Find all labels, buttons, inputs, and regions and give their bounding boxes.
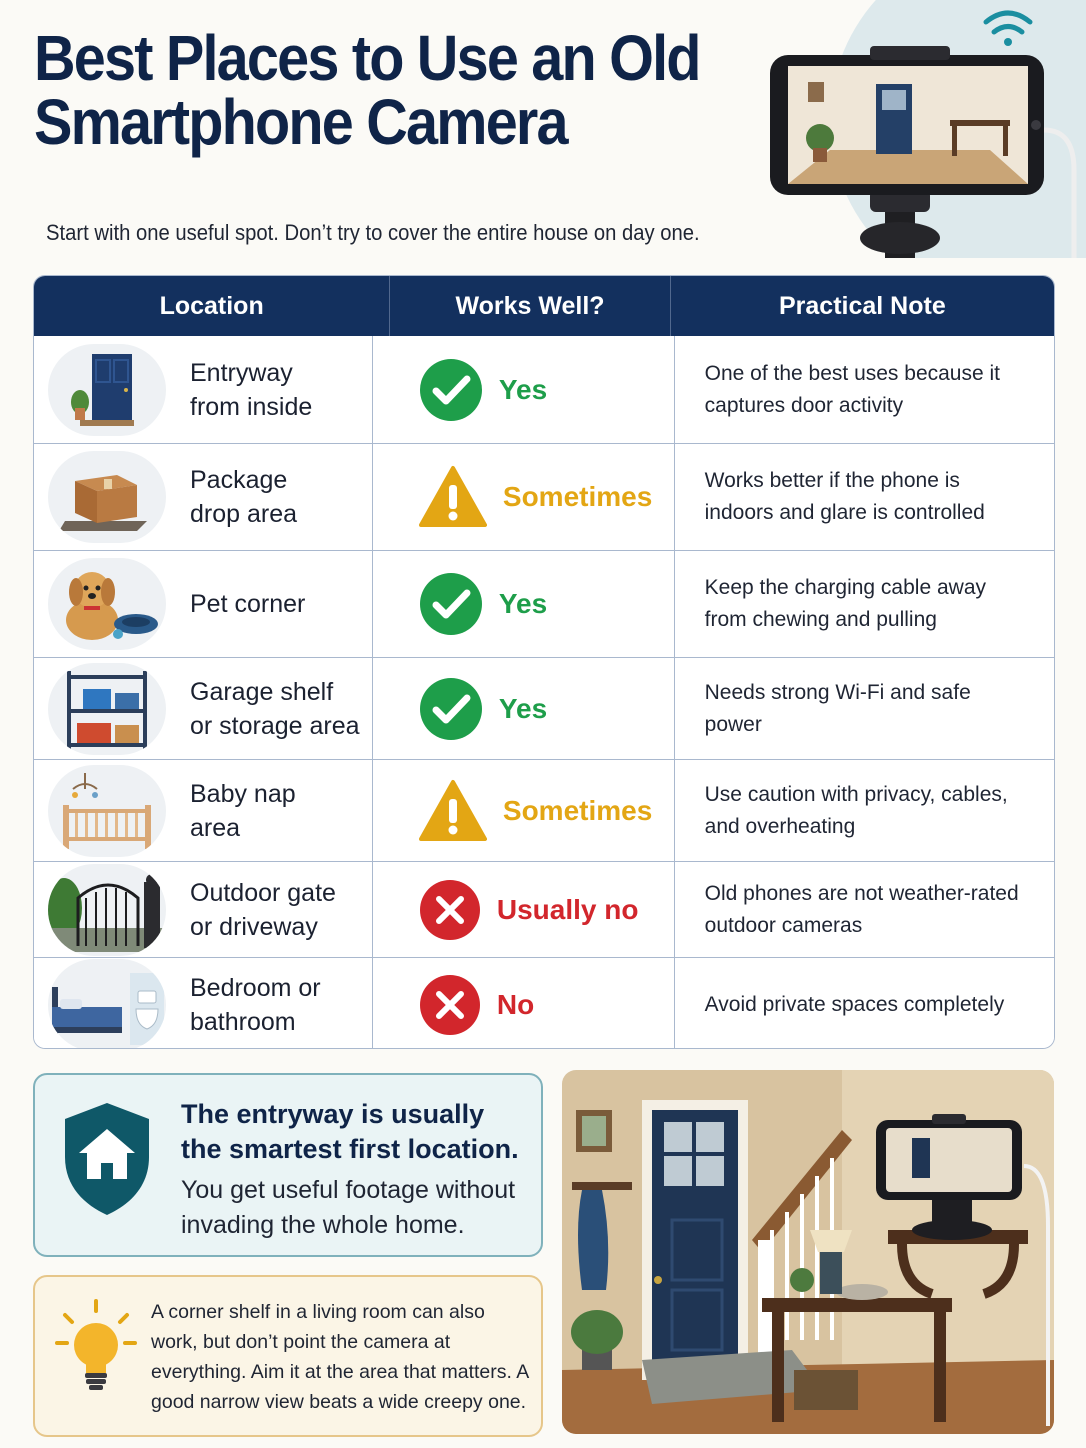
practical-note-cell bbox=[675, 551, 1054, 657]
check-icon bbox=[419, 677, 483, 741]
location-cell bbox=[34, 551, 373, 657]
table-row bbox=[34, 550, 1054, 657]
table-row bbox=[34, 336, 1054, 443]
column-header-practical-note: Practical Note bbox=[779, 291, 946, 320]
crib-icon bbox=[48, 765, 166, 857]
table-body bbox=[34, 336, 1054, 1049]
gate-icon bbox=[48, 864, 166, 956]
location-cell bbox=[34, 444, 373, 550]
works-well-cell bbox=[373, 862, 675, 957]
note-text: Keep the charging cable away from chewing and pulling bbox=[704, 576, 986, 631]
warning-icon bbox=[419, 779, 487, 843]
practical-note-cell bbox=[675, 958, 1054, 1049]
table-row bbox=[34, 861, 1054, 957]
page-title: Best Places to Use an Old Smartphone Camera bbox=[34, 22, 700, 158]
check-icon bbox=[419, 572, 483, 636]
bed-icon bbox=[48, 959, 166, 1049]
table-row bbox=[34, 957, 1054, 1049]
note-text: Avoid private spaces completely bbox=[704, 993, 1005, 1016]
location-cell bbox=[34, 336, 373, 443]
tip-body: A corner shelf in a living room can also work, but don’t point the camera at everything. Aim it at the area that matters. A good narrow view beats a wide creepy one. bbox=[151, 1301, 529, 1413]
x-icon bbox=[419, 879, 481, 941]
entryway-room-illustration bbox=[562, 1070, 1054, 1434]
phone-camera-illustration bbox=[760, 0, 1086, 258]
practical-note-cell bbox=[675, 760, 1054, 861]
status-label: No bbox=[496, 989, 535, 1020]
status-label: Yes bbox=[498, 692, 548, 724]
callout-heading: The entryway is usually the smartest first location. bbox=[181, 1099, 519, 1164]
check-icon bbox=[419, 358, 483, 422]
table-row bbox=[34, 443, 1054, 550]
callout-body: You get useful footage without invading the whole home. bbox=[181, 1176, 516, 1239]
location-label: Bedroom or bathroom bbox=[190, 974, 321, 1036]
status-label: Sometimes bbox=[502, 481, 653, 512]
works-well-cell bbox=[373, 958, 675, 1049]
location-cell bbox=[34, 862, 373, 957]
dog-icon bbox=[48, 558, 166, 650]
table-row bbox=[34, 759, 1054, 861]
entryway-callout bbox=[33, 1073, 543, 1257]
note-text: Old phones are not weather-rated outdoor cameras bbox=[704, 881, 1019, 937]
location-cell bbox=[34, 760, 373, 861]
door-icon bbox=[48, 344, 166, 436]
works-well-cell bbox=[373, 336, 675, 443]
house-shield-icon bbox=[57, 1099, 157, 1224]
status-label: Yes bbox=[498, 373, 548, 405]
status-label: Usually no bbox=[496, 893, 639, 925]
table-row bbox=[34, 657, 1054, 759]
status-label: Yes bbox=[498, 588, 548, 619]
note-text: Needs strong Wi-Fi and safe power bbox=[704, 680, 971, 736]
works-well-cell bbox=[373, 658, 675, 759]
shelf-icon bbox=[48, 663, 166, 755]
practical-note-cell bbox=[675, 862, 1054, 957]
note-text: Works better if the phone is indoors and glare is controlled bbox=[704, 469, 985, 524]
location-label: Baby nap area bbox=[190, 779, 296, 842]
location-label: Garage shelf or storage area bbox=[190, 677, 360, 740]
warning-icon bbox=[419, 465, 487, 529]
note-text: One of the best uses because it captures door activity bbox=[704, 361, 1000, 417]
location-label: Outdoor gate or driveway bbox=[190, 878, 336, 941]
locations-table bbox=[33, 275, 1055, 1049]
page-subtitle: Start with one useful spot. Don’t try to cover the entire house on day one. bbox=[46, 220, 700, 245]
status-label: Sometimes bbox=[502, 794, 653, 826]
practical-note-cell bbox=[675, 658, 1054, 759]
column-header-works-well: Works Well? bbox=[390, 276, 670, 336]
location-cell bbox=[34, 958, 373, 1049]
package-icon bbox=[48, 451, 166, 543]
lightbulb-icon bbox=[55, 1299, 137, 1404]
location-label: Entryway from inside bbox=[190, 358, 313, 421]
note-text: Use caution with privacy, cables, and overheating bbox=[704, 782, 1008, 838]
works-well-cell bbox=[373, 760, 675, 861]
location-label: Package drop area bbox=[190, 466, 298, 528]
practical-note-cell bbox=[675, 444, 1054, 550]
location-label: Pet corner bbox=[190, 590, 306, 618]
tip-callout bbox=[33, 1275, 543, 1437]
location-cell bbox=[34, 658, 373, 759]
practical-note-cell bbox=[675, 336, 1054, 443]
works-well-cell bbox=[373, 444, 675, 550]
table-header bbox=[34, 276, 1054, 336]
x-icon bbox=[419, 974, 481, 1036]
works-well-cell bbox=[373, 551, 675, 657]
column-header-location: Location bbox=[34, 276, 390, 336]
